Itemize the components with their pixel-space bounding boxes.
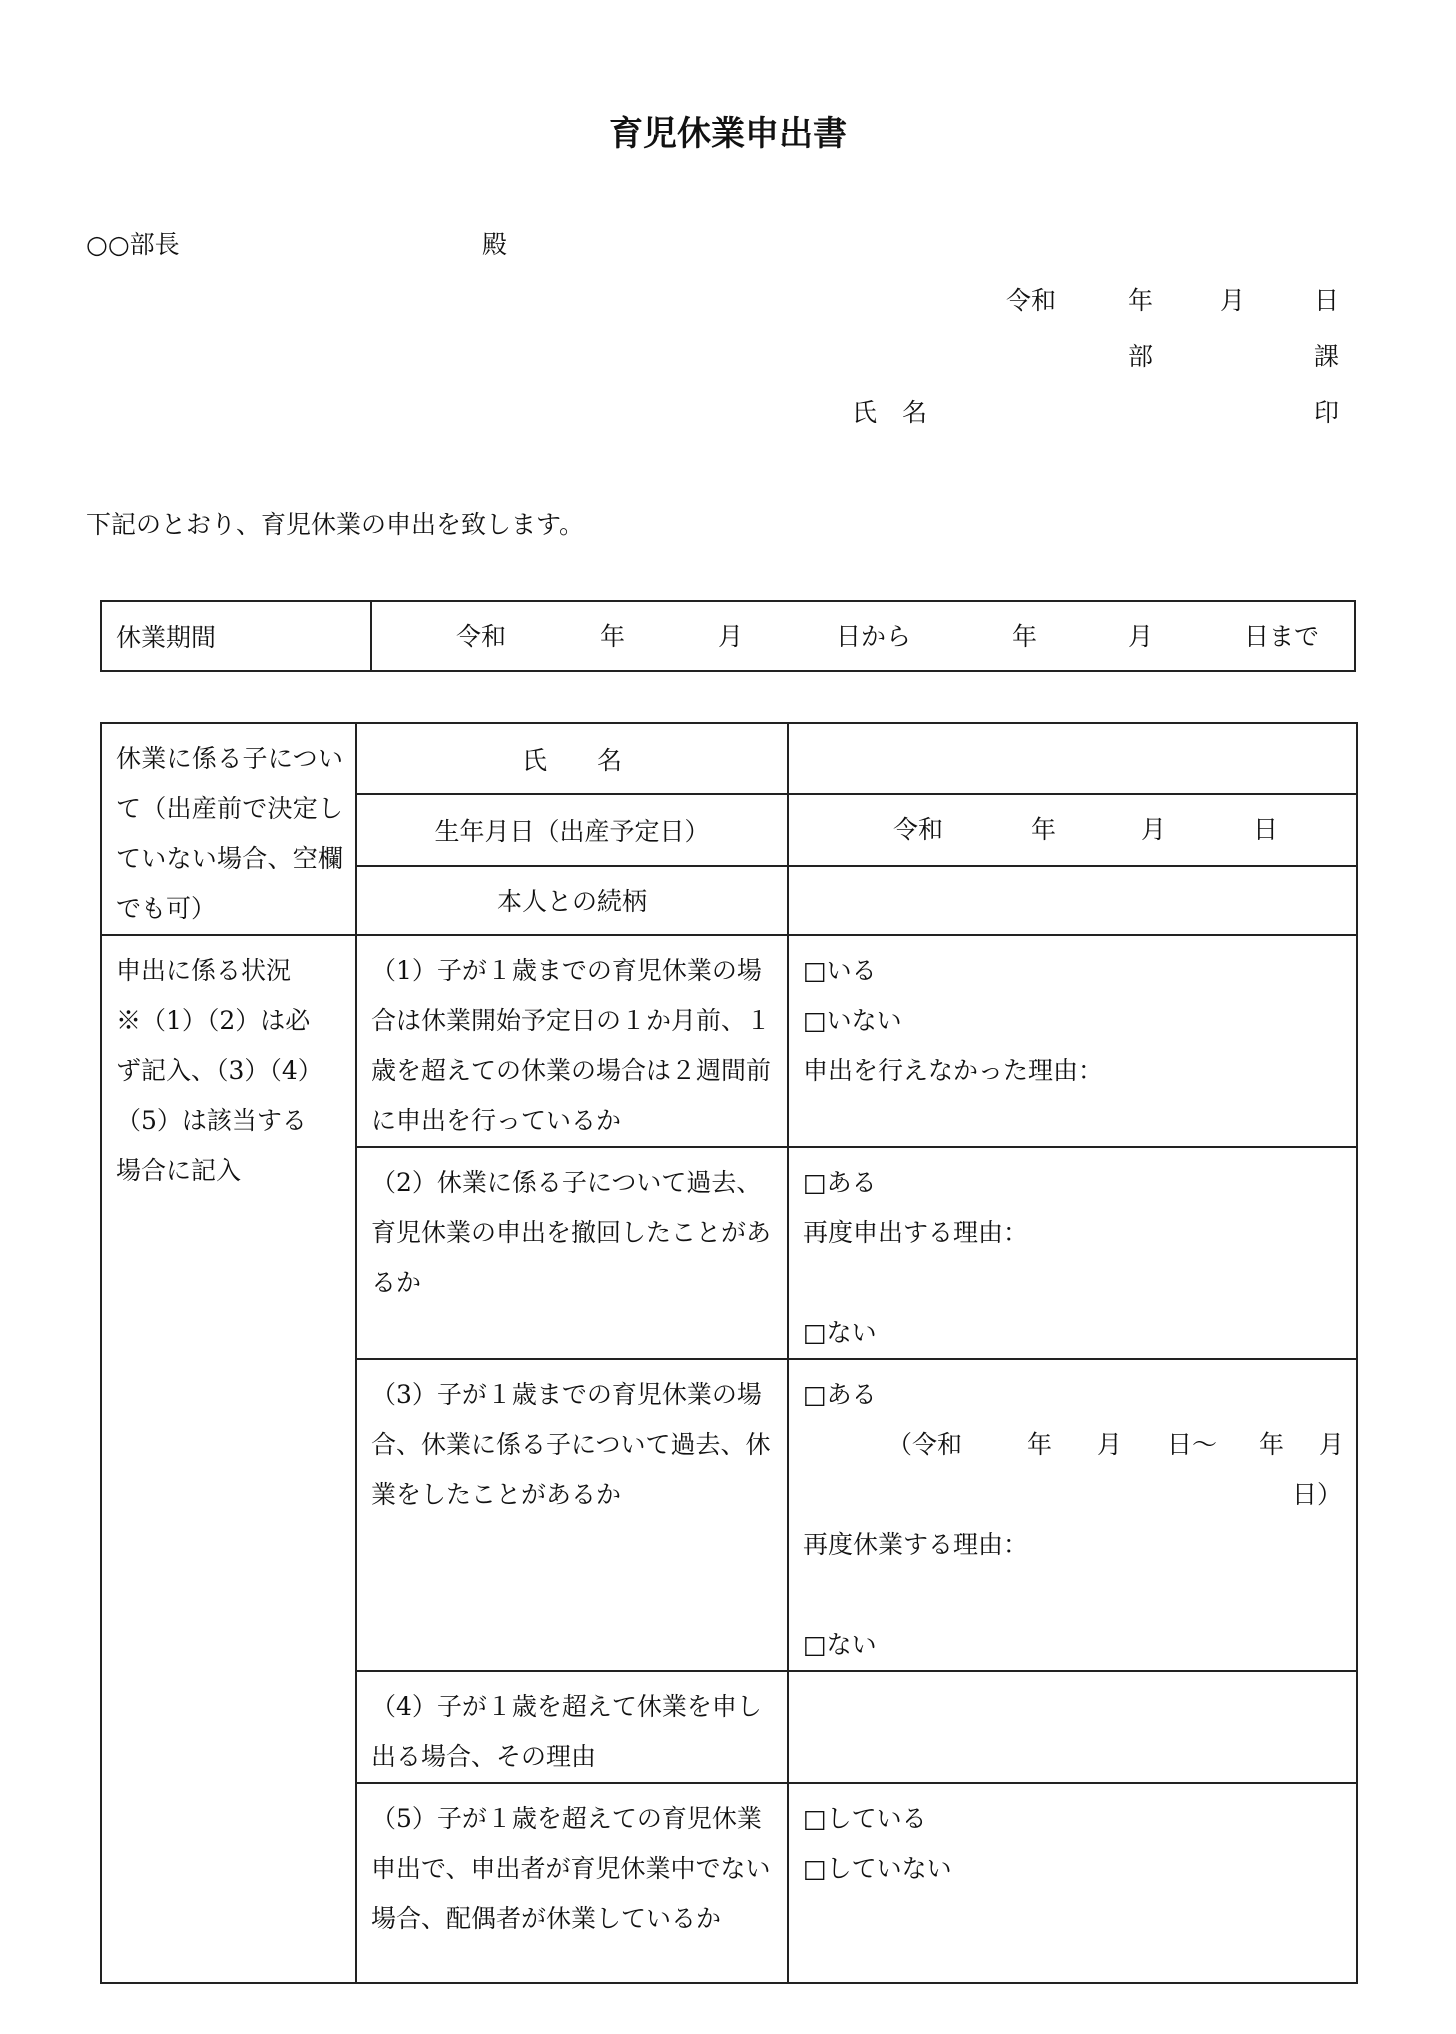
q3-range-d1: 日～ — [1167, 1430, 1218, 1459]
child-name-value — [788, 723, 1357, 794]
q2-text: （2）休業に係る子について過去、育児休業の申出を撤回したことがあるか — [371, 1168, 772, 1297]
q1-reason-label: 申出を行えなかった理由： — [803, 1056, 1104, 1085]
birth-day: 日 — [1253, 815, 1279, 845]
dept-bu: 部 — [1128, 342, 1154, 371]
period-m2: 月 — [1128, 622, 1154, 651]
q3-range-y1: 年 — [1027, 1430, 1053, 1459]
q3-range-open: （令和 — [887, 1430, 963, 1459]
child-relation-value — [788, 866, 1357, 935]
status-label-line: 申出に係る状況 — [116, 956, 292, 985]
q3-range-m2: 月 — [1319, 1430, 1345, 1459]
addressee-name: ○○部長 — [86, 230, 180, 259]
period-label: 休業期間 — [101, 601, 371, 671]
child-name-label: 氏 名 — [356, 723, 788, 794]
page-title: 育児休業申出書 — [609, 114, 847, 154]
q3-range — [803, 1420, 1344, 1470]
date-day: 日 — [1314, 286, 1340, 315]
q2-question — [356, 1147, 788, 1359]
q2-answer — [788, 1147, 1357, 1359]
period-y1: 年 — [600, 622, 626, 651]
q3-text: （3）子が１歳までの育児休業の場合、休業に係る子について過去、休業をしたことがあるか — [371, 1380, 771, 1509]
date-year: 年 — [1128, 286, 1154, 315]
q3-reason-label: 再度休業する理由： — [803, 1530, 1029, 1559]
period-era: 令和 — [456, 622, 507, 651]
seal-mark: 印 — [1314, 398, 1340, 427]
child-relation-label: 本人との続柄 — [356, 866, 788, 935]
period-y2: 年 — [1012, 622, 1038, 651]
child-label-cell — [101, 723, 356, 935]
q5-text: （5）子が１歳を超えての育児休業申出で、申出者が育児休業中でない場合、配偶者が休業しているか — [371, 1804, 771, 1933]
birth-era: 令和 — [893, 815, 944, 845]
q3-range-close: 日） — [1291, 1480, 1342, 1509]
q5-opt-yes[interactable]: □している — [803, 1804, 927, 1833]
date-month: 月 — [1220, 286, 1246, 315]
q1-answer — [788, 935, 1357, 1147]
q3-question — [356, 1359, 788, 1671]
q5-question — [356, 1783, 788, 1983]
dept-ka: 課 — [1314, 342, 1340, 371]
status-label-line: （5）は該当する — [116, 1106, 307, 1135]
q5-answer — [788, 1783, 1357, 1983]
q4-question — [356, 1671, 788, 1783]
status-label-line: ※（1）（2）は必 — [116, 1006, 311, 1035]
period-d1: 日から — [836, 622, 912, 651]
period-m1: 月 — [718, 622, 744, 651]
applicant-name-label: 氏 名 — [852, 398, 928, 427]
q5-opt-no[interactable]: □していない — [803, 1854, 952, 1883]
intro-text: 下記のとおり、育児休業の申出を致します。 — [86, 510, 585, 539]
q3-range-y2: 年 — [1259, 1430, 1285, 1459]
birth-month: 月 — [1141, 815, 1167, 845]
q1-opt-no[interactable]: □いない — [803, 1006, 902, 1035]
q3-opt-no[interactable]: □ない — [803, 1630, 877, 1659]
q3-answer — [788, 1359, 1357, 1671]
q4-answer — [788, 1671, 1357, 1783]
q2-reason-label: 再度申出する理由： — [803, 1218, 1029, 1247]
child-birth-value — [788, 794, 1357, 865]
q1-opt-yes[interactable]: □いる — [803, 956, 877, 985]
date-era: 令和 — [1006, 286, 1057, 315]
q3-range-m1: 月 — [1097, 1430, 1123, 1459]
addressee-honorific: 殿 — [482, 230, 508, 259]
status-label-cell — [101, 935, 356, 1983]
period-d2: 日まで — [1244, 622, 1320, 651]
period-value — [371, 601, 1355, 671]
child-label: 休業に係る子について（出産前で決定していない場合、空欄でも可） — [116, 744, 343, 923]
q1-question — [356, 935, 788, 1147]
status-label-line: ず記入、（3）（4） — [116, 1056, 323, 1085]
birth-year: 年 — [1031, 815, 1057, 845]
child-birth-label: 生年月日（出産予定日） — [356, 794, 788, 865]
q1-text: （1）子が１歳までの育児休業の場合は休業開始予定日の１か月前、１歳を超えての休業の場合は２週間前に申出を行っているか — [371, 956, 772, 1135]
q2-opt-yes[interactable]: □ある — [803, 1168, 877, 1197]
q3-opt-yes[interactable]: □ある — [803, 1380, 877, 1409]
status-label-line: 場合に記入 — [116, 1156, 242, 1185]
q2-opt-no[interactable]: □ない — [803, 1318, 877, 1347]
q4-text: （4）子が１歳を超えて休業を申し出る場合、その理由 — [371, 1692, 762, 1771]
period-table — [100, 600, 1356, 672]
application-table — [100, 722, 1358, 1984]
